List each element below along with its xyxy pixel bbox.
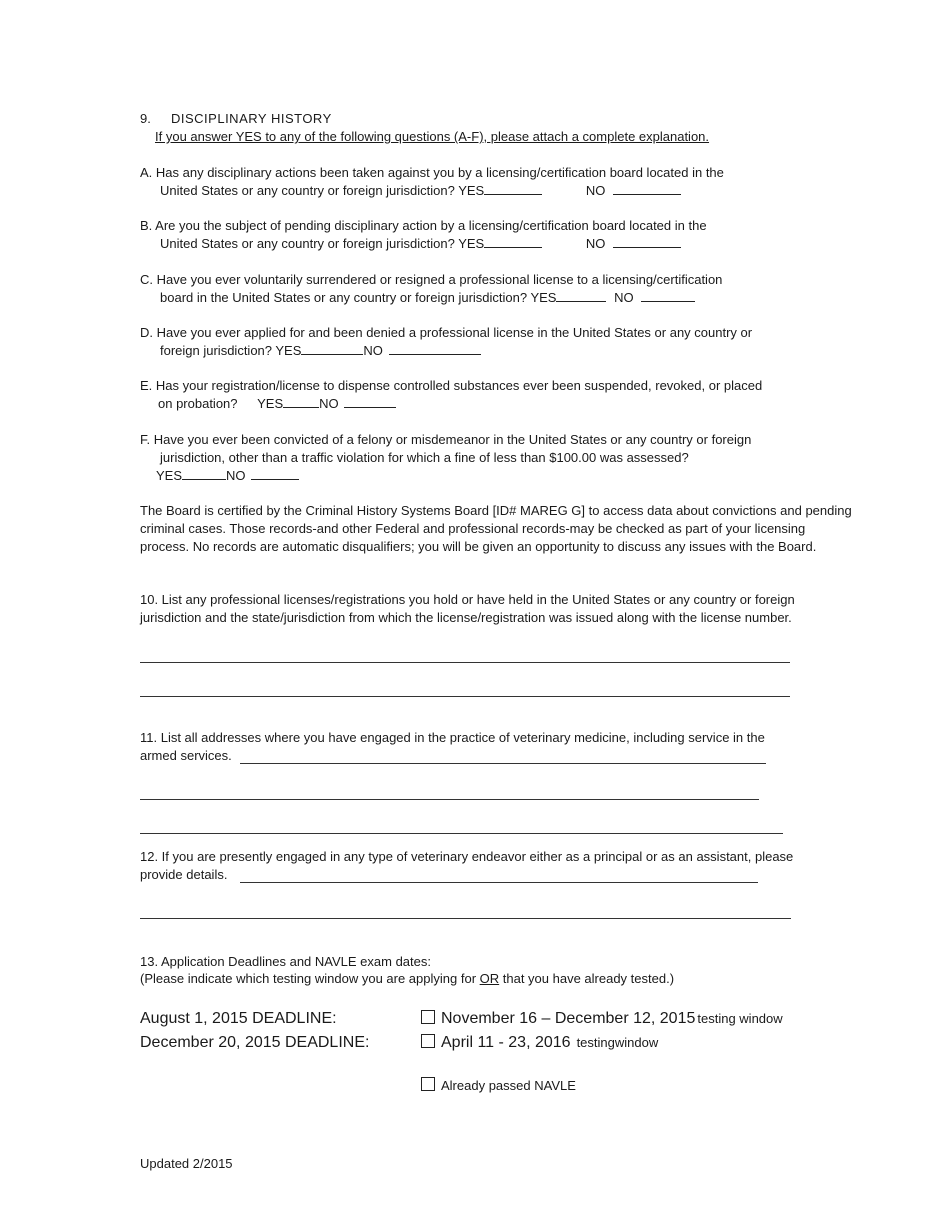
section-11-line1: 11. List all addresses where you have engaged in the practice of veterinary medicine, including service in the (140, 730, 765, 745)
question-a-yes-field[interactable] (484, 182, 542, 195)
question-e-line1: E. Has your registration/license to dispense controlled substances ever been suspended, revoked, or placed (140, 378, 763, 393)
section-12-line1: 12. If you are presently engaged in any type of veterinary endeavor either as a principal or as an assistant, please (140, 849, 794, 864)
question-d-text: foreign jurisdiction? YES (160, 343, 302, 358)
section-11-answer-line-3[interactable] (140, 833, 783, 834)
board-notice: The Board is certified by the Criminal History Systems Board [ID# MAREG G] to access data about convictions and pending criminal cases. Those records-and other Federal and professional records-may be checked as part of your licensing process. No records are automatic disqualifiers; you will be given an opportunity to discuss any issues with the Board. (140, 503, 852, 554)
question-b-yes-field[interactable] (484, 235, 542, 248)
question-c-text: board in the United States or any country or foreign jurisdiction? YES (160, 290, 557, 305)
section-12-answer-line-2[interactable] (140, 918, 791, 919)
footer-updated: Updated 2/2015 (140, 1156, 233, 1171)
section-10-answer-line-2[interactable] (140, 696, 790, 697)
section-13-note (140, 970, 674, 988)
question-c-no-field[interactable] (641, 289, 695, 302)
question-f-yes-label: YES (156, 468, 183, 483)
question-e-text: on probation? (158, 396, 238, 411)
question-b-line2 (160, 235, 681, 253)
question-c-no-label: NO (614, 290, 634, 305)
window-1-suffix: testing window (697, 1011, 783, 1026)
question-e-yes-field[interactable] (283, 395, 319, 408)
question-f-no-field[interactable] (251, 467, 299, 480)
section-9-title: DISCIPLINARY HISTORY (171, 111, 332, 126)
question-c-yes-field[interactable] (556, 289, 606, 302)
question-d-no-label: NO (363, 343, 383, 358)
already-passed-checkbox[interactable] (421, 1077, 435, 1091)
window-1-dates: November 16 – December 12, 2015 (441, 1010, 696, 1027)
already-passed-label: Already passed NAVLE (441, 1078, 576, 1093)
window-2-checkbox[interactable] (421, 1034, 435, 1048)
question-f-no-label: NO (226, 468, 246, 483)
question-a-no-label: NO (585, 183, 606, 198)
window-2-dates: April 11 - 23, 2016 (441, 1034, 571, 1051)
section-13-note-pre: (Please indicate which testing window you are applying for (140, 971, 480, 986)
question-b-no-label: NO (585, 236, 606, 251)
question-a-no-field[interactable] (613, 182, 681, 195)
section-12-line2: provide details. (140, 867, 228, 882)
testing-window-option-1[interactable] (421, 1010, 783, 1028)
deadline-2-label: December 20, 2015 DEADLINE: (140, 1034, 370, 1051)
section-13-note-or: OR (479, 971, 500, 986)
question-c-line1: C. Have you ever voluntarily surrendered or resigned a professional license to a licensing/certification (140, 272, 723, 287)
question-e-yes-label: YES (257, 396, 284, 411)
question-e-line2 (158, 395, 396, 413)
question-f-line3 (156, 467, 299, 485)
question-e-no-field[interactable] (344, 395, 396, 408)
question-e-no-label: NO (319, 396, 339, 411)
question-a-text: United States or any country or foreign jurisdiction? YES (160, 183, 485, 198)
question-d-line1: D. Have you ever applied for and been denied a professional license in the United States or any country or (140, 325, 753, 340)
question-d-no-field[interactable] (389, 342, 481, 355)
section-9-instruction: If you answer YES to any of the following questions (A-F), please attach a complete explanation. (155, 129, 710, 144)
question-d-line2 (160, 342, 481, 360)
section-9-number: 9. (140, 111, 151, 126)
section-10-answer-line-1[interactable] (140, 662, 790, 663)
question-b-no-field[interactable] (613, 235, 681, 248)
section-13-note-post: that you have already tested.) (499, 971, 675, 986)
question-d-yes-field[interactable] (301, 342, 363, 355)
window-2-suffix: testingwindow (576, 1035, 659, 1050)
section-13-title: 13. Application Deadlines and NAVLE exam dates: (140, 954, 431, 969)
question-f-yes-field[interactable] (182, 467, 226, 480)
question-b-text: United States or any country or foreign jurisdiction? YES (160, 236, 485, 251)
question-f-line2: jurisdiction, other than a traffic violation for which a fine of less than $100.00 was assessed? (160, 450, 689, 465)
already-passed-option[interactable] (421, 1077, 576, 1095)
question-c-line2 (160, 289, 695, 307)
deadline-1-label: August 1, 2015 DEADLINE: (140, 1010, 337, 1027)
testing-window-option-2[interactable] (421, 1034, 658, 1052)
section-11-answer-line-1[interactable] (240, 763, 766, 764)
question-b-line1: B. Are you the subject of pending disciplinary action by a licensing/certification board located in the (140, 218, 707, 233)
window-1-checkbox[interactable] (421, 1010, 435, 1024)
question-a-line2 (160, 182, 681, 200)
question-f-line1: F. Have you ever been convicted of a felony or misdemeanor in the United States or any country or foreign (140, 432, 752, 447)
section-11-answer-line-2[interactable] (140, 799, 759, 800)
section-10-text: 10. List any professional licenses/registrations you hold or have held in the United States or any country or foreign jurisdiction and the state/jurisdiction from which the license/registration was issued along with the license number. (140, 592, 795, 625)
section-12-answer-line-1[interactable] (240, 882, 758, 883)
section-11-line2: armed services. (140, 748, 232, 763)
question-a-line1: A. Has any disciplinary actions been taken against you by a licensing/certification board located in the (140, 165, 724, 180)
